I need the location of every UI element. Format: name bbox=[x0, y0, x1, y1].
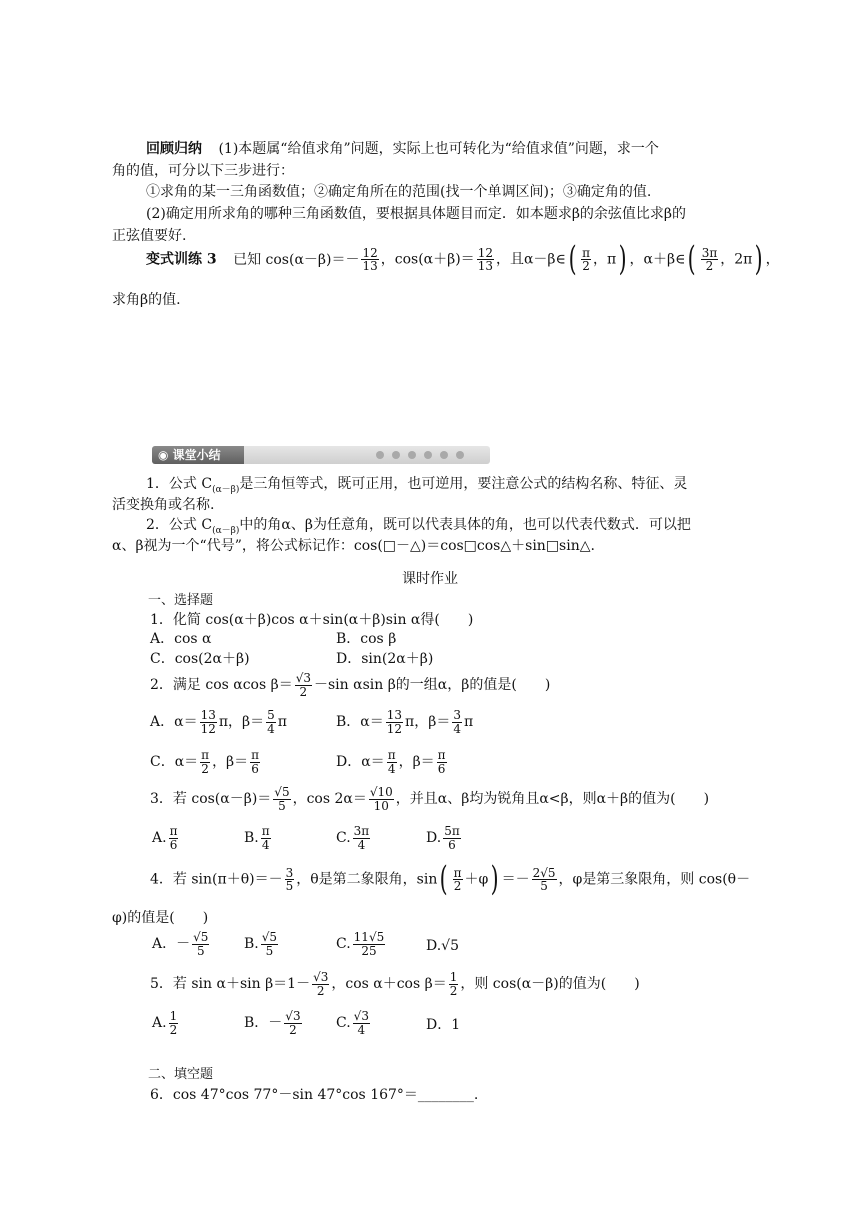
q5-option-b bbox=[244, 1010, 304, 1036]
fraction-numerator: 12 bbox=[477, 245, 493, 260]
exercise-3-label: 变式训练 3 bbox=[146, 251, 217, 268]
option-text: π，β＝ bbox=[218, 714, 265, 731]
review-line-2: 角的值，可分以下三步进行： bbox=[112, 163, 294, 179]
question-text: ，cos α＋cos β＝ bbox=[331, 976, 447, 993]
fraction-numerator: π bbox=[261, 824, 270, 838]
fraction-denominator: 4 bbox=[387, 761, 396, 776]
question-text: 3．若 cos(α－β)＝ bbox=[150, 791, 272, 808]
question-6: 6．cos 47°cos 77°－sin 47°cos 167°＝________. bbox=[150, 1087, 479, 1103]
fraction bbox=[285, 867, 295, 893]
fraction bbox=[353, 1010, 370, 1036]
fraction bbox=[449, 971, 459, 997]
question-text: ，φ是第三象限角，则 cos(θ－ bbox=[558, 871, 751, 888]
fraction-denominator: 5 bbox=[265, 943, 274, 958]
dot-icon bbox=[424, 451, 432, 459]
fraction bbox=[437, 749, 447, 775]
fraction-numerator: 1 bbox=[449, 970, 458, 984]
fraction bbox=[452, 709, 462, 735]
review-line-1 bbox=[112, 141, 766, 159]
fraction-denominator: 6 bbox=[251, 761, 259, 776]
option-text: π bbox=[277, 714, 287, 731]
summary-p1-line-2: 活变换角或名称. bbox=[112, 497, 215, 513]
summary-text: 中的角α、β为任意角，既可以代表具体的角，也可以代表代数式．可以把 bbox=[239, 517, 691, 533]
exercise-3-text: ， bbox=[765, 251, 780, 268]
option-text: C. bbox=[336, 1015, 351, 1032]
fraction-denominator: 13 bbox=[362, 259, 378, 274]
fraction-numerator: √10 bbox=[369, 785, 393, 799]
fraction-numerator: √5 bbox=[274, 785, 290, 799]
fraction bbox=[261, 825, 271, 851]
q3-option-a bbox=[152, 825, 180, 851]
review-line-3: ①求角的某一三角函数值；②确定角所在的范围(找一个单调区间)；③确定角的值. bbox=[146, 184, 652, 200]
fraction-denominator: 6 bbox=[437, 761, 446, 776]
question-text: ，并且α、β均为锐角且α<β，则α＋β的值为( ) bbox=[395, 791, 710, 808]
fraction bbox=[261, 931, 278, 957]
fraction-denominator: 5 bbox=[278, 798, 286, 813]
fraction-numerator: √3 bbox=[313, 970, 329, 984]
fraction bbox=[701, 247, 719, 273]
homework-title: 课时作业 bbox=[402, 571, 458, 587]
fraction bbox=[353, 931, 386, 957]
subscript: (α－β) bbox=[212, 484, 240, 495]
dot-icon bbox=[376, 451, 384, 459]
fraction bbox=[386, 709, 403, 735]
option-text: C．α＝ bbox=[150, 754, 199, 771]
fraction-denominator: 5 bbox=[285, 879, 294, 894]
dot-icon bbox=[456, 451, 464, 459]
fraction bbox=[200, 749, 210, 775]
fraction-denominator: 2 bbox=[289, 1022, 297, 1037]
fraction bbox=[192, 931, 209, 957]
review-label: 回顾归纳 bbox=[146, 141, 202, 157]
review-text-1: (1)本题属“给值求角”问题，实际上也可转化为“给值求值”问题，求一个 bbox=[218, 141, 659, 157]
option-text: B．α＝ bbox=[336, 714, 384, 731]
fraction bbox=[200, 709, 217, 735]
fraction-denominator: 2 bbox=[316, 983, 325, 998]
fraction-numerator: √3 bbox=[295, 671, 311, 685]
q5-option-a bbox=[152, 1010, 180, 1036]
bracket-left: ( bbox=[688, 239, 697, 279]
bracket-right: ) bbox=[754, 239, 763, 279]
question-text: ，θ是第二象限角，sin bbox=[296, 871, 438, 888]
fraction-numerator: 2√5 bbox=[532, 865, 556, 880]
fraction-numerator: √5 bbox=[261, 930, 278, 944]
q2-option-c bbox=[150, 749, 262, 775]
fraction bbox=[250, 749, 260, 775]
fraction-denominator: 4 bbox=[453, 721, 461, 736]
fraction-numerator: 3 bbox=[285, 865, 294, 880]
fraction bbox=[169, 1010, 179, 1036]
option-text: B. bbox=[244, 830, 259, 847]
question-5 bbox=[150, 971, 640, 997]
fraction-numerator: 3π bbox=[701, 245, 718, 260]
fraction-numerator: 3π bbox=[353, 824, 370, 838]
subscript: (α－β) bbox=[212, 525, 240, 536]
question-text: ，cos 2α＝ bbox=[292, 791, 367, 808]
fraction bbox=[369, 786, 394, 812]
fraction-numerator: π bbox=[251, 748, 260, 762]
q1-option-a: A．cos α bbox=[150, 631, 212, 647]
option-text: ，β＝ bbox=[398, 754, 435, 771]
fraction-numerator: 5 bbox=[267, 708, 275, 722]
q2-option-a bbox=[150, 709, 287, 735]
option-text: B. bbox=[244, 936, 259, 953]
dot-icon bbox=[392, 451, 400, 459]
option-text: A．α＝ bbox=[150, 714, 198, 731]
fraction-denominator: 5 bbox=[196, 943, 205, 958]
fraction-denominator: 2 bbox=[453, 879, 462, 894]
summary-p1-line-1 bbox=[112, 476, 766, 496]
fraction-numerator: 13 bbox=[200, 708, 216, 722]
fraction-denominator: 2 bbox=[169, 1022, 178, 1037]
fraction-numerator: 11√5 bbox=[353, 930, 385, 944]
fraction-numerator: 12 bbox=[362, 245, 378, 260]
q4-option-d: D.√5 bbox=[426, 938, 460, 954]
fraction-denominator: 4 bbox=[261, 837, 270, 852]
question-1: 1．化简 cos(α＋β)cos α＋sin(α＋β)sin α得( ) bbox=[150, 612, 474, 628]
fraction-denominator: 2 bbox=[582, 259, 590, 274]
question-text: －sin αsin β的一组α，β的值是( ) bbox=[314, 677, 551, 694]
fraction-denominator: 2 bbox=[201, 761, 209, 776]
q2-option-b bbox=[336, 709, 473, 735]
option-text: C. bbox=[336, 830, 351, 847]
fraction-denominator: 4 bbox=[357, 837, 366, 852]
question-3 bbox=[150, 786, 709, 812]
fraction-denominator: 2 bbox=[705, 259, 714, 274]
fraction-numerator: π bbox=[453, 865, 462, 880]
summary-header-bar bbox=[152, 446, 490, 464]
exercise-3-line-1 bbox=[112, 239, 780, 279]
fraction-numerator: π bbox=[169, 824, 178, 838]
fraction-denominator: 6 bbox=[169, 837, 178, 852]
fraction-denominator: 12 bbox=[386, 721, 403, 736]
q5-option-c bbox=[336, 1010, 372, 1036]
decorative-dots bbox=[376, 451, 464, 459]
question-4 bbox=[150, 859, 751, 899]
fraction-numerator: π bbox=[437, 748, 446, 762]
fraction-numerator: 5π bbox=[444, 824, 460, 838]
summary-p2-line-1 bbox=[112, 517, 766, 537]
fraction-denominator: 13 bbox=[477, 259, 493, 274]
question-4-line-2: φ)的值是( ) bbox=[112, 910, 209, 926]
exercise-3-text: ，2π bbox=[720, 251, 753, 268]
question-text: ＝－ bbox=[501, 871, 530, 888]
summary-text: 1．公式 C bbox=[146, 476, 213, 492]
fraction bbox=[169, 825, 179, 851]
q4-option-b bbox=[244, 931, 280, 957]
question-text: 4．若 sin(π＋θ)＝－ bbox=[150, 871, 283, 888]
bracket-right: ) bbox=[618, 239, 627, 279]
fraction bbox=[477, 247, 494, 273]
option-text: B．－ bbox=[244, 1015, 283, 1032]
fraction-numerator: 3 bbox=[453, 708, 461, 722]
bracket-right: ) bbox=[490, 859, 499, 899]
exercise-3-text: ，cos(α＋β)＝ bbox=[380, 251, 475, 268]
option-text: A. bbox=[152, 1015, 167, 1032]
fraction-denominator: 6 bbox=[448, 837, 456, 852]
exercise-3-text: ，且α－β∈ bbox=[495, 251, 566, 268]
summary-header-label: ◉ 课堂小结 bbox=[152, 446, 244, 464]
exercise-3-text: ，π bbox=[593, 251, 617, 268]
bracket-left: ( bbox=[568, 239, 577, 279]
q1-option-b: B．cos β bbox=[336, 631, 397, 647]
fraction-denominator: 2 bbox=[299, 684, 308, 699]
question-text: 2．满足 cos αcos β＝ bbox=[150, 677, 293, 694]
fraction-denominator: 10 bbox=[373, 798, 389, 813]
q1-option-c: C．cos(2α＋β) bbox=[150, 651, 250, 667]
q3-option-b bbox=[244, 825, 273, 851]
q5-option-d: D．1 bbox=[426, 1017, 461, 1033]
section-choice-heading: 一、选择题 bbox=[148, 593, 214, 608]
fraction-denominator: 25 bbox=[361, 943, 377, 958]
dot-icon bbox=[440, 451, 448, 459]
bracket-left: ( bbox=[439, 859, 448, 899]
option-text: C. bbox=[336, 936, 351, 953]
question-text: ＋φ bbox=[464, 871, 489, 888]
q4-option-a bbox=[152, 931, 211, 957]
exercise-3-line-2: 求角β的值. bbox=[112, 292, 181, 308]
question-text: ，则 cos(α－β)的值为( ) bbox=[460, 976, 640, 993]
q3-option-c bbox=[336, 825, 372, 851]
q3-option-d bbox=[426, 825, 463, 851]
review-line-4: (2)确定用所求角的哪种三角函数值，要根据具体题目而定．如本题求β的余弦值比求β的 bbox=[146, 206, 687, 222]
question-2 bbox=[150, 672, 550, 698]
fraction-numerator: π bbox=[201, 748, 210, 762]
fraction bbox=[284, 1010, 301, 1036]
q2-option-d bbox=[336, 749, 449, 775]
option-text: π bbox=[463, 714, 474, 731]
exercise-3-text: 已知 cos(α－β)＝－ bbox=[233, 251, 360, 268]
fraction bbox=[266, 709, 276, 735]
fraction bbox=[443, 825, 461, 851]
fraction bbox=[453, 867, 463, 893]
summary-p2-line-2: α、β视为一个“代号”，将公式标记作：cos(□－△)＝cos□cos△＋sin□sin△. bbox=[112, 538, 595, 554]
q1-option-d: D．sin(2α＋β) bbox=[336, 651, 434, 667]
fraction-numerator: √3 bbox=[285, 1009, 301, 1023]
fraction-denominator: 5 bbox=[540, 879, 548, 894]
option-text: D. bbox=[426, 830, 442, 847]
option-text: D．α＝ bbox=[336, 754, 385, 771]
fraction-denominator: 4 bbox=[357, 1022, 366, 1037]
dot-icon bbox=[408, 451, 416, 459]
question-text: 5．若 sin α＋sin β＝1－ bbox=[150, 976, 311, 993]
exercise-3-text: ，α＋β∈ bbox=[629, 251, 686, 268]
fraction-numerator: 1 bbox=[169, 1009, 178, 1023]
summary-text: 是三角恒等式，既可正用，也可逆用，要注意公式的结构名称、特征、灵 bbox=[239, 476, 688, 492]
fraction-numerator: 13 bbox=[386, 708, 403, 722]
q4-option-c bbox=[336, 931, 387, 957]
review-line-5: 正弦值要好. bbox=[112, 228, 187, 244]
fraction bbox=[532, 867, 557, 893]
fraction-numerator: √3 bbox=[353, 1009, 369, 1023]
section-fill-heading: 二、填空题 bbox=[148, 1067, 214, 1082]
option-text: π，β＝ bbox=[405, 714, 451, 731]
summary-text: 2．公式 C bbox=[146, 517, 213, 533]
fraction-numerator: π bbox=[582, 245, 591, 260]
option-text: A. bbox=[152, 830, 167, 847]
fraction-denominator: 12 bbox=[200, 721, 216, 736]
fraction-denominator: 2 bbox=[449, 983, 458, 998]
fraction-numerator: √5 bbox=[193, 930, 209, 944]
fraction bbox=[387, 749, 397, 775]
option-text: ，β＝ bbox=[212, 754, 249, 771]
fraction bbox=[353, 825, 371, 851]
fraction-numerator: π bbox=[387, 748, 396, 762]
fraction bbox=[295, 672, 312, 698]
option-text: A．－ bbox=[152, 936, 191, 953]
fraction-denominator: 4 bbox=[267, 721, 275, 736]
fraction bbox=[581, 247, 591, 273]
fraction bbox=[312, 971, 329, 997]
fraction bbox=[361, 247, 378, 273]
fraction bbox=[273, 786, 290, 812]
